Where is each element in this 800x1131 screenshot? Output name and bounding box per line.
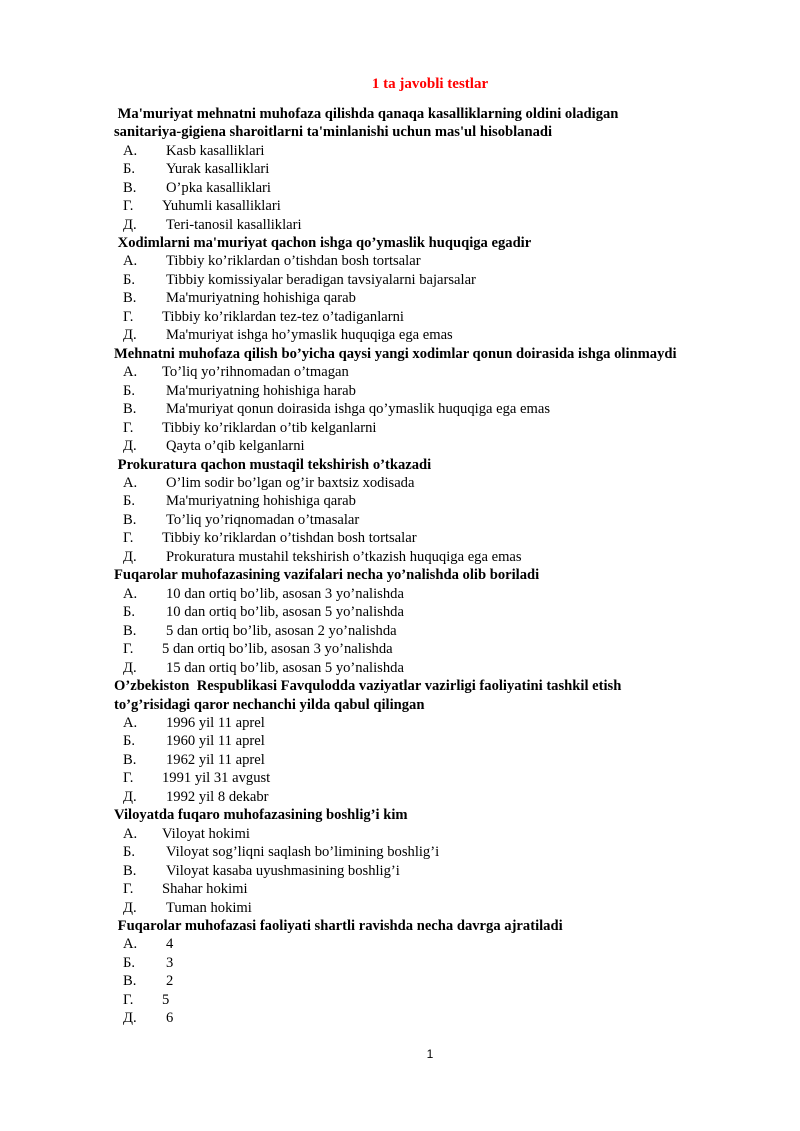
option-text: 3	[166, 954, 174, 971]
question-2	[114, 234, 794, 345]
answer-option	[114, 622, 794, 641]
option-letter: Д.	[123, 438, 137, 455]
answer-option	[114, 862, 794, 881]
question-1	[114, 105, 794, 234]
question-6	[114, 677, 794, 806]
option-text: 15 dan ortiq bo’lib, asosan 5 yo’nalishda	[166, 659, 404, 676]
question-text: Prokuratura qachon mustaqil tekshirish o’tkazadi	[114, 456, 432, 473]
option-letter: А.	[123, 825, 138, 842]
answer-option	[114, 732, 794, 751]
option-text: 4	[166, 936, 174, 953]
option-text: Tuman hokimi	[166, 899, 252, 916]
answer-option	[114, 972, 794, 991]
option-text: Viloyat sog’liqni saqlash bo’limining boshlig’i	[166, 844, 440, 861]
option-letter: Б.	[123, 161, 136, 178]
option-text: Shahar hokimi	[162, 881, 248, 898]
option-letter: Д.	[123, 659, 137, 676]
option-letter: Б.	[123, 493, 136, 510]
answer-option	[114, 400, 794, 419]
option-letter: Г.	[123, 308, 134, 325]
question-8	[114, 917, 794, 1028]
option-letter: Д.	[123, 327, 137, 344]
option-text: 5 dan ortiq bo’lib, asosan 2 yo’nalishda	[166, 622, 397, 639]
answer-option	[114, 880, 794, 899]
option-letter: Б.	[123, 733, 136, 750]
option-letter: Г.	[123, 770, 134, 787]
option-letter: А.	[123, 474, 138, 491]
option-text: Ma'muriyatning hohishiga harab	[166, 382, 356, 399]
answer-option	[114, 142, 794, 161]
option-letter: В.	[123, 622, 137, 639]
option-text: 10 dan ortiq bo’lib, asosan 3 yo’nalishda	[166, 585, 404, 602]
option-letter: Д.	[123, 548, 137, 565]
question-text: Xodimlarni ma'muriyat qachon ishga qo’ymaslik huquqiga egadir	[114, 235, 532, 252]
option-letter: Б.	[123, 954, 136, 971]
answer-option	[114, 714, 794, 733]
option-text: Tibbiy komissiyalar beradigan tavsiyalarni bajarsalar	[166, 271, 476, 288]
option-text: 1962 yil 11 aprel	[166, 751, 265, 768]
answer-option	[114, 991, 794, 1010]
option-letter: А.	[123, 585, 138, 602]
option-text: Ma'muriyatning hohishiga qarab	[166, 493, 356, 510]
option-text: Tibbiy ko’riklardan o’tishdan bosh tortsalar	[166, 253, 421, 270]
question-4	[114, 456, 794, 567]
option-text: 10 dan ortiq bo’lib, asosan 5 yo’nalishda	[166, 604, 404, 621]
answer-option	[114, 751, 794, 770]
answer-option	[114, 788, 794, 807]
answer-option	[114, 548, 794, 567]
option-text: 2	[166, 973, 174, 990]
option-text: Tibbiy ko’riklardan o’tib kelganlarni	[162, 419, 377, 436]
answer-option	[114, 382, 794, 401]
answer-option	[114, 289, 794, 308]
answer-option	[114, 603, 794, 622]
option-text: O’lim sodir bo’lgan og’ir baxtsiz xodisada	[166, 474, 415, 491]
question-text: Mehnatni muhofaza qilish bo’yicha qaysi yangi xodimlar qonun doirasida ishga olinmaydi	[114, 345, 677, 362]
option-text: To’liq yo’riqnomadan o’tmasalar	[166, 511, 360, 528]
option-letter: Б.	[123, 604, 136, 621]
page-title: 1 ta javobli testlar	[371, 76, 489, 92]
option-text: 1992 yil 8 dekabr	[166, 788, 269, 805]
option-letter: А.	[123, 936, 138, 953]
option-letter: А.	[123, 364, 138, 381]
option-text: Ma'muriyatning hohishiga qarab	[166, 290, 356, 307]
option-text: Kasb kasalliklari	[166, 142, 265, 159]
option-text: Ma'muriyat ishga ho’ymaslik huquqiga ega emas	[166, 327, 453, 344]
answer-option	[114, 419, 794, 438]
option-text: Viloyat kasaba uyushmasining boshlig’i	[166, 862, 400, 879]
question-text: O’zbekiston Respublikasi Favqulodda vaziyatlar vazirligi faoliyatini tashkil etish to’g’risidagi qaror nechanchi yilda qabul qilingan	[114, 678, 622, 713]
option-letter: Г.	[123, 419, 134, 436]
option-letter: В.	[123, 179, 137, 196]
option-text: Ma'muriyat qonun doirasida ishga qo’ymaslik huquqiga ega emas	[166, 401, 551, 418]
question-text: Ma'muriyat mehnatni muhofaza qilishda qanaqa kasalliklarning oldini oladigan sanitariya-gigiena sharoitlarni ta'minlanishi uchun mas'ul hisoblanadi	[114, 106, 619, 141]
question-text: Viloyatda fuqaro muhofazasining boshlig’i kim	[114, 807, 408, 824]
question-5	[114, 566, 794, 677]
option-letter: Г.	[123, 198, 134, 215]
option-text: Yurak kasalliklari	[166, 161, 270, 178]
answer-option	[114, 1009, 794, 1028]
option-text: 6	[166, 1010, 174, 1027]
answer-option	[114, 271, 794, 290]
option-letter: А.	[123, 714, 138, 731]
option-letter: Г.	[123, 530, 134, 547]
option-letter: Б.	[123, 271, 136, 288]
option-letter: В.	[123, 511, 137, 528]
option-letter: В.	[123, 751, 137, 768]
answer-option	[114, 529, 794, 548]
answer-option	[114, 179, 794, 198]
answer-option	[114, 640, 794, 659]
option-letter: Г.	[123, 641, 134, 658]
question-list	[114, 105, 794, 1028]
answer-option	[114, 326, 794, 345]
option-letter: А.	[123, 253, 138, 270]
option-letter: Б.	[123, 382, 136, 399]
question-text: Fuqarolar muhofazasining vazifalari necha yo’nalishda olib boriladi	[114, 567, 540, 584]
option-text: To’liq yo’rihnomadan o’tmagan	[162, 364, 349, 381]
answer-option	[114, 935, 794, 954]
answer-option	[114, 843, 794, 862]
page-number: 1	[426, 1047, 434, 1061]
question-3	[114, 345, 794, 456]
option-text: 1960 yil 11 aprel	[166, 733, 265, 750]
option-letter: Г.	[123, 881, 134, 898]
answer-option	[114, 308, 794, 327]
answer-option	[114, 825, 794, 844]
option-letter: А.	[123, 142, 138, 159]
option-text: 1996 yil 11 aprel	[166, 714, 265, 731]
question-7	[114, 806, 794, 917]
answer-option	[114, 197, 794, 216]
option-letter: Д.	[123, 899, 137, 916]
option-text: Tibbiy ko’riklardan tez-tez o’tadiganlarni	[162, 308, 404, 325]
answer-option	[114, 363, 794, 382]
option-text: Teri-tanosil kasalliklari	[166, 216, 302, 233]
option-letter: Д.	[123, 216, 137, 233]
answer-option	[114, 511, 794, 530]
option-letter: Г.	[123, 991, 134, 1008]
option-text: Tibbiy ko’riklardan o’tishdan bosh tortsalar	[162, 530, 417, 547]
answer-option	[114, 252, 794, 271]
option-letter: В.	[123, 973, 137, 990]
option-letter: В.	[123, 862, 137, 879]
question-text: Fuqarolar muhofazasi faoliyati shartli ravishda necha davrga ajratiladi	[114, 918, 563, 935]
answer-option	[114, 769, 794, 788]
option-text: Prokuratura mustahil tekshirish o’tkazish huquqiga ega emas	[166, 548, 522, 565]
option-text: Yuhumli kasalliklari	[162, 198, 281, 215]
option-text: Viloyat hokimi	[162, 825, 250, 842]
answer-option	[114, 954, 794, 973]
option-text: Qayta o’qib kelganlarni	[166, 438, 305, 455]
answer-option	[114, 474, 794, 493]
option-letter: Д.	[123, 1010, 137, 1027]
answer-option	[114, 437, 794, 456]
option-text: 5 dan ortiq bo’lib, asosan 3 yo’nalishda	[162, 641, 393, 658]
option-text: 5	[162, 991, 170, 1008]
option-letter: Б.	[123, 844, 136, 861]
answer-option	[114, 160, 794, 179]
answer-option	[114, 659, 794, 678]
option-letter: В.	[123, 401, 137, 418]
answer-option	[114, 899, 794, 918]
answer-option	[114, 585, 794, 604]
answer-option	[114, 492, 794, 511]
option-text: 1991 yil 31 avgust	[162, 770, 271, 787]
option-letter: Д.	[123, 788, 137, 805]
option-letter: В.	[123, 290, 137, 307]
answer-option	[114, 216, 794, 235]
option-text: O’pka kasalliklari	[166, 179, 271, 196]
